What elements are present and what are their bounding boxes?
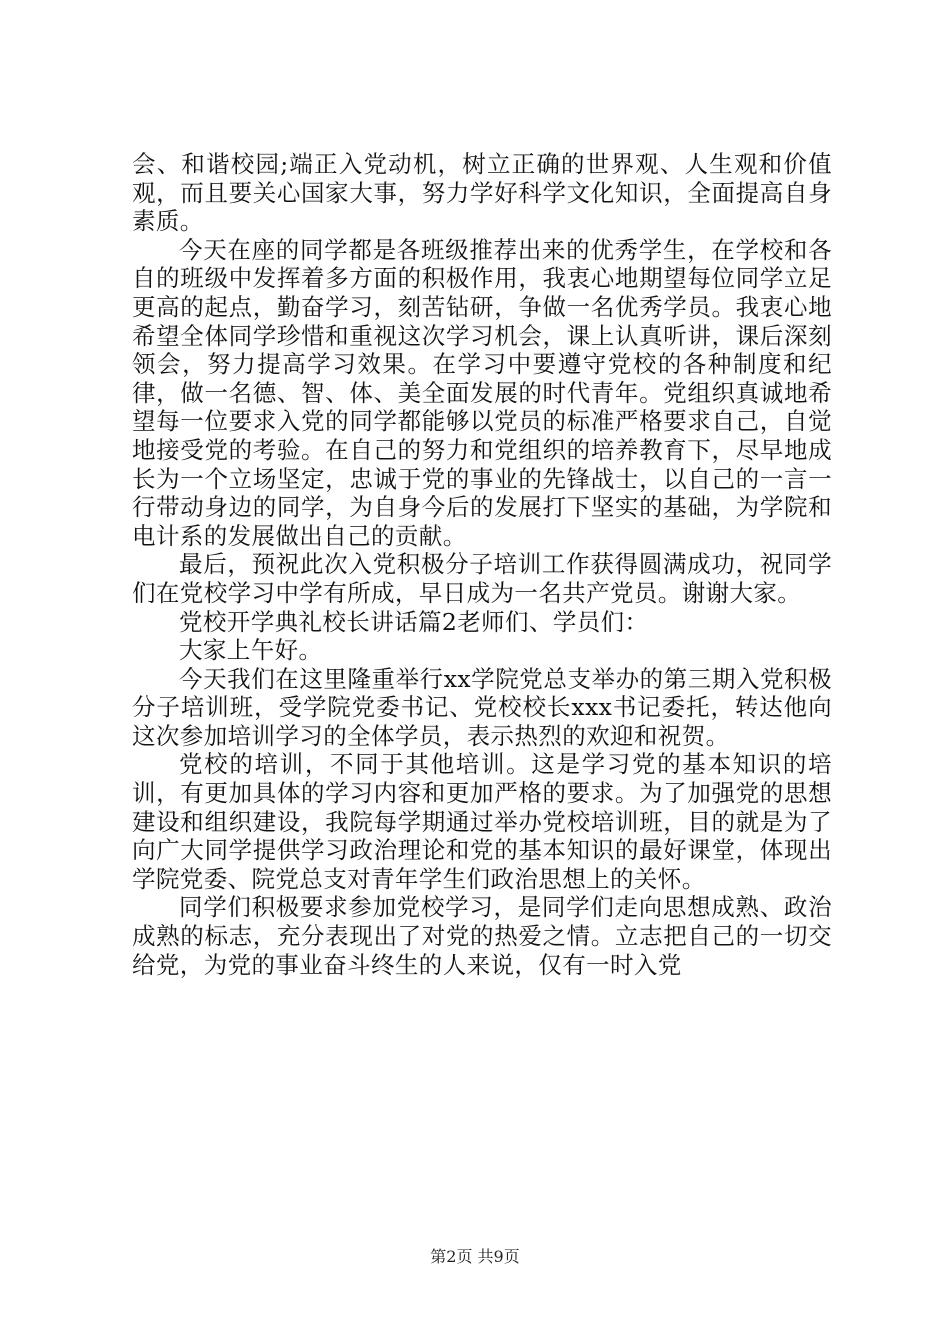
section-heading-paragraph: 党校开学典礼校长讲话篇2老师们、学员们： bbox=[179, 607, 649, 636]
paragraph: 今天我们在这里隆重举行xx学院党总支举办的第三期入党积极分子培训班，受学院党委书记、党校校长xxx书记委托，转达他向这次参加培训学习的全体学员，表示热烈的欢迎和祝贺。 bbox=[132, 664, 832, 750]
paragraph: 会、和谐校园;端正入党动机，树立正确的世界观、人生观和价值观，而且要关心国家大事，努力学好科学文化知识，全面提高自身素质。 bbox=[132, 150, 832, 236]
page-number-footer: 第2页 共9页 bbox=[430, 1247, 520, 1266]
paragraph: 最后，预祝此次入党积极分子培训工作获得圆满成功，祝同学们在党校学习中学有所成，早日成为一名共产党员。谢谢大家。 bbox=[132, 550, 832, 607]
document-body bbox=[132, 150, 832, 979]
paragraph: 同学们积极要求参加党校学习，是同学们走向思想成熟、政治成熟的标志，充分表现出了对党的热爱之情。立志把自己的一切交给党，为党的事业奋斗终生的人来说，仅有一时入党 bbox=[132, 893, 832, 979]
paragraph: 党校的培训，不同于其他培训。这是学习党的基本知识的培训，有更加具体的学习内容和更加严格的要求。为了加强党的思想建设和组织建设，我院每学期通过举办党校培训班，目的就是为了向广大同学提供学习政治理论和党的基本知识的最好课堂，体现出学院党委、院党总支对青年学生们政治思想上的关怀。 bbox=[132, 750, 832, 893]
greeting-paragraph: 大家上午好。 bbox=[179, 636, 323, 665]
paragraph: 今天在座的同学都是各班级推荐出来的优秀学生，在学校和各自的班级中发挥着多方面的积极作用，我衷心地期望每位同学立足更高的起点，勤奋学习，刻苦钻研，争做一名优秀学员。我衷心地希望全体同学珍惜和重视这次学习机会，课上认真听讲，课后深刻领会，努力提高学习效果。在学习中要遵守党校的各种制度和纪律，做一名德、智、体、美全面发展的时代青年。党组织真诚地希望每一位要求入党的同学都能够以党员的标准严格要求自己，自觉地接受党的考验。在自己的努力和党组织的培养教育下，尽早地成长为一个立场坚定，忠诚于党的事业的先锋战士，以自己的一言一行带动身边的同学，为自身今后的发展打下坚实的基础，为学院和电计系的发展做出自己的贡献。 bbox=[132, 235, 832, 550]
